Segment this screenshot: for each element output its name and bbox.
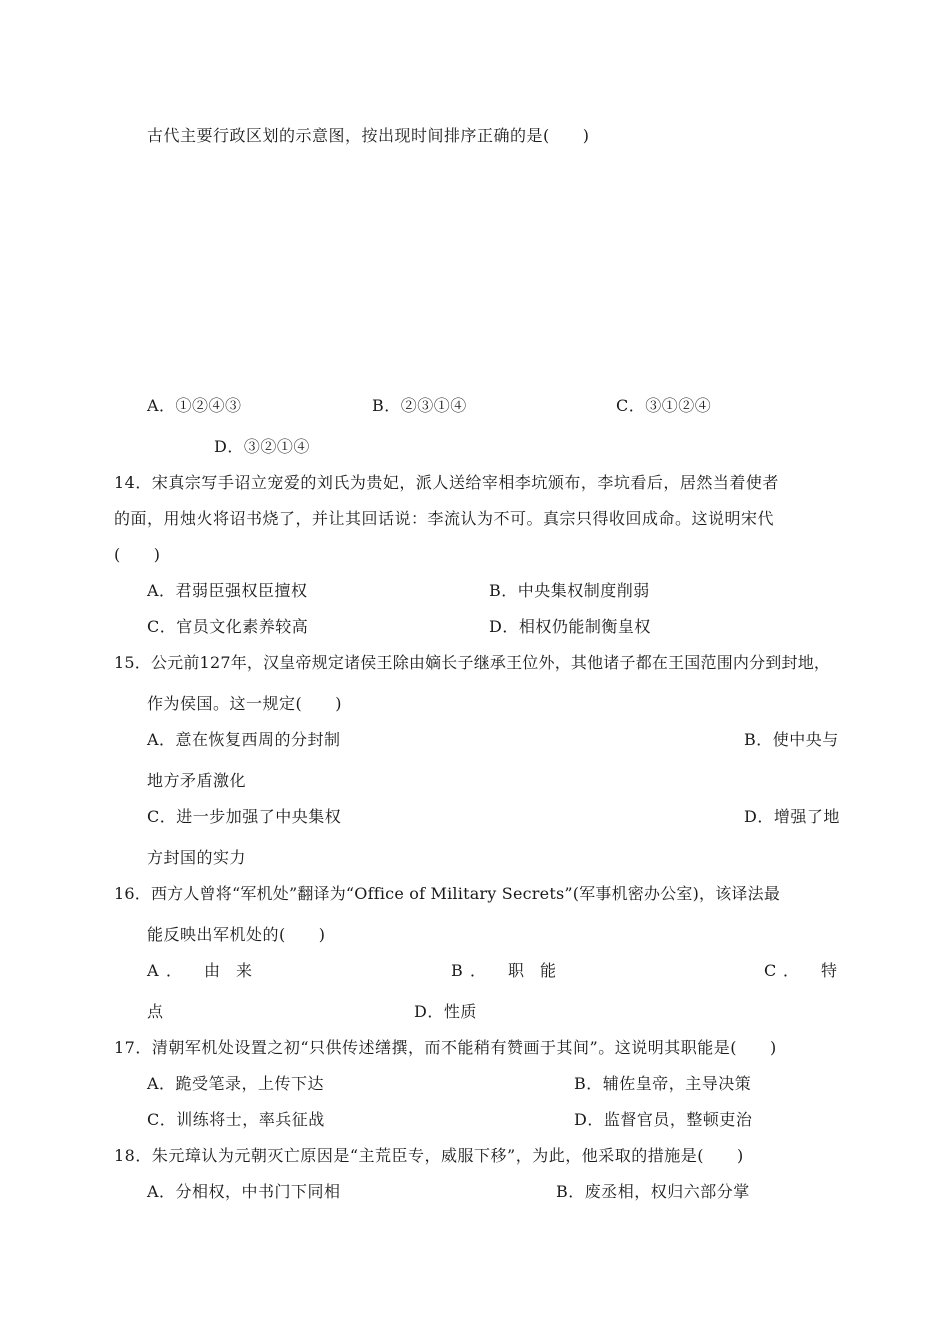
q16-option-c-char-2: 点 (147, 1002, 164, 1021)
q17-option-c[interactable]: C．训练将士，率兵征战 (147, 1110, 325, 1129)
q18-stem: 18．朱元璋认为元朝灭亡原因是“主荒臣专，威服下移”，为此，他采取的措施是( ) (114, 1146, 744, 1165)
q15-option-d-line-2[interactable]: 方封国的实力 (147, 848, 247, 867)
q15-option-b-line-1[interactable]: B．使中央与 (744, 730, 839, 749)
q13-stem: 古代主要行政区划的示意图，按出现时间排序正确的是( ) (147, 126, 590, 145)
q15-stem-line-2: 作为侯国。这一规定( ) (147, 694, 342, 713)
q13-option-a[interactable]: A．①②④③ (147, 396, 242, 415)
q13-option-c[interactable]: C．③①②④ (616, 396, 712, 415)
q14-option-d[interactable]: D．相权仍能制衡皇权 (489, 617, 651, 636)
q14-option-c[interactable]: C．官员文化素养较高 (147, 617, 309, 636)
q15-option-a[interactable]: A．意在恢复西周的分封制 (147, 730, 341, 749)
q16-option-a-dot: ． (166, 961, 183, 980)
q18-option-b[interactable]: B．废丞相，权归六部分掌 (556, 1182, 750, 1201)
q16-option-b-dot: ． (470, 961, 487, 980)
q13-option-d[interactable]: D．③②①④ (214, 437, 310, 456)
q16-stem-line-1: 16．西方人曾将“军机处”翻译为“Office of Military Secrets”(军事机密办公室)，该译法最 (114, 884, 781, 903)
q17-stem: 17．清朝军机处设置之初“只供传述缮撰，而不能稍有赞画于其间”。这说明其职能是( ) (114, 1038, 777, 1057)
q14-stem-line-2: 的面，用烛火将诏书烧了，并让其回话说：李流认为不可。真宗只得收回成命。这说明宋代 (114, 509, 775, 528)
q15-stem-line-1: 15．公元前127年，汉皇帝规定诸侯王除由嫡长子继承王位外，其他诸子都在王国范围内分到封地， (114, 653, 831, 672)
q16-option-a-char-2: 来 (236, 961, 253, 980)
q16-option-b-letter: B (451, 961, 464, 980)
q16-option-a-letter: A (147, 961, 160, 980)
q15-option-c[interactable]: C．进一步加强了中央集权 (147, 807, 342, 826)
q16-option-c-dot: ． (783, 961, 800, 980)
q15-option-b-line-2[interactable]: 地方矛盾激化 (147, 771, 247, 790)
q13-option-b[interactable]: B．②③①④ (372, 396, 467, 415)
q16-option-a-char-1: 由 (204, 961, 221, 980)
q16-option-d[interactable]: D．性质 (414, 1002, 477, 1021)
q14-stem-line-1: 14．宋真宗写手诏立宠爱的刘氏为贵妃，派人送给宰相李坑颁布，李坑看后，居然当着使者 (114, 473, 779, 492)
q16-option-b-char-2: 能 (540, 961, 557, 980)
q18-option-a[interactable]: A．分相权，中书门下同相 (147, 1182, 341, 1201)
q16-stem-line-2: 能反映出军机处的( ) (147, 925, 326, 944)
q17-option-d[interactable]: D．监督官员，整顿吏治 (574, 1110, 753, 1129)
q16-option-c-char-1: 特 (821, 961, 838, 980)
q17-option-b[interactable]: B．辅佐皇帝，主导决策 (574, 1074, 752, 1093)
q15-option-d-line-1[interactable]: D．增强了地 (744, 807, 840, 826)
q13-figure-area (147, 160, 807, 380)
q14-option-a[interactable]: A．君弱臣强权臣擅权 (147, 581, 308, 600)
q14-option-b[interactable]: B．中央集权制度削弱 (489, 581, 650, 600)
q16-option-b-char-1: 职 (508, 961, 525, 980)
q17-option-a[interactable]: A．跪受笔录，上传下达 (147, 1074, 325, 1093)
q14-stem-line-3: ( ) (114, 545, 161, 564)
q16-option-c-letter: C (764, 961, 777, 980)
